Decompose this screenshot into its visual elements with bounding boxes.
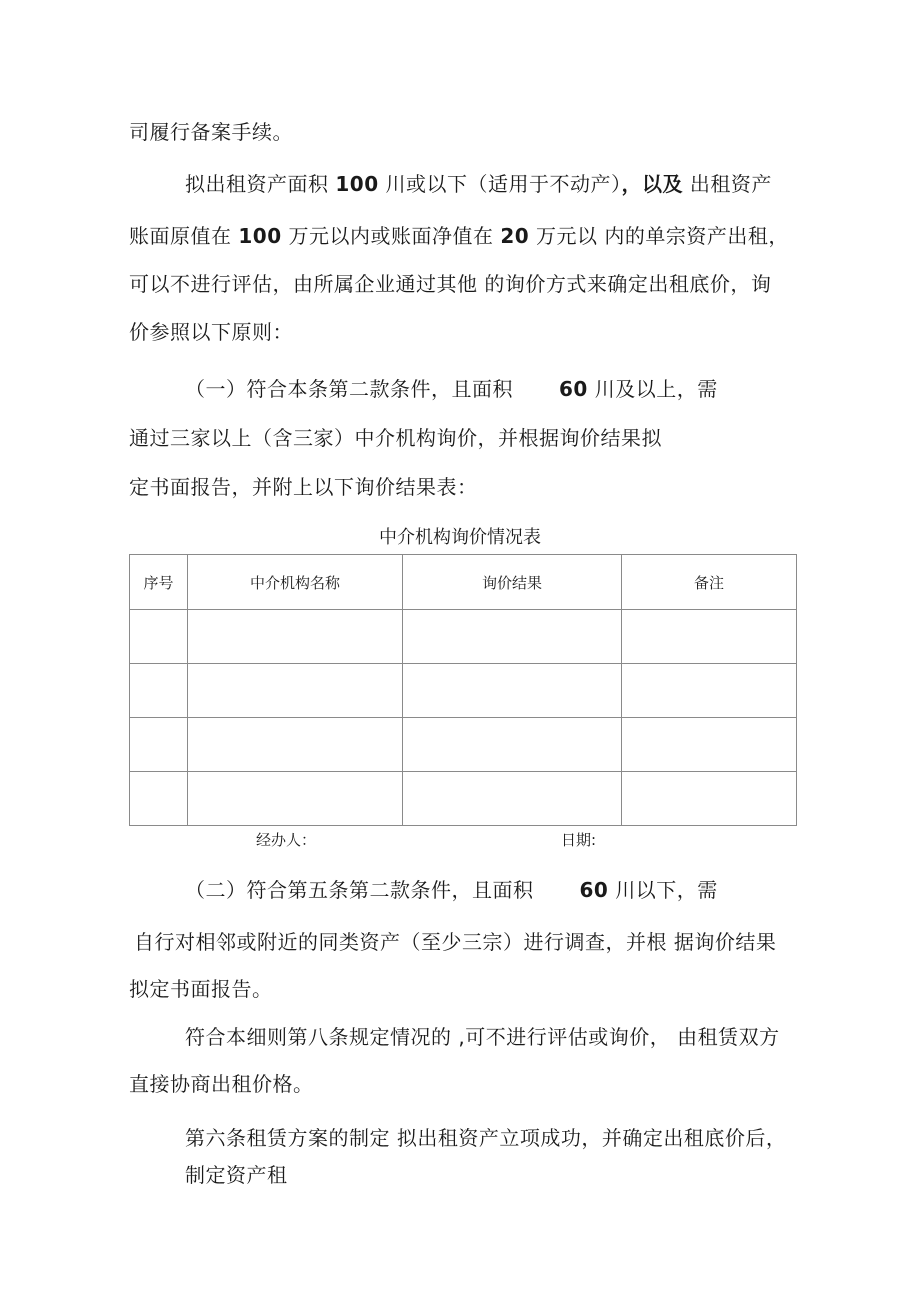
line-p2-3 [129,270,771,298]
header-agency-name: 中介机构名称 [188,555,403,610]
p5-l1: 符合本细则第八条规定情况的 ,可不进行评估或询价， 由租赁双方 [185,1025,780,1049]
line-p1 [129,118,293,146]
header-inquiry-result: 询价结果 [403,555,622,610]
table-cell [622,772,797,826]
p3-l3: 定书面报告，并附上以下询价结果表： [129,475,478,499]
table-cell [622,610,797,664]
p2-l3: 可以不进行评估，由所属企业通过其他 的询价方式来确定出租底价，询 [129,272,772,296]
line-p3-3 [129,473,478,501]
p3-l1-a: （一）符合本条第二款条件，且面积 [185,377,513,401]
p6-l1: 第六条租赁方案的制定 拟出租资产立项成功，并确定出租底价后， [185,1126,787,1150]
p3-l1-c: 川及以上，需 [587,377,718,401]
p4-area-value: 60 [579,878,609,902]
line-p4-2 [134,928,776,956]
table-cell [403,664,622,718]
table-cell [188,718,403,772]
line-p4-3 [129,975,273,1003]
p6-l2: 制定资产租 [185,1163,288,1187]
handler-label: 经办人： [256,831,317,849]
p2-l2-e: 万元以 内的单宗资产出租， [529,224,789,248]
p2-text-e: 出租资产 [682,172,772,196]
table-cell [130,718,188,772]
table-cell [188,772,403,826]
line-p2-2 [129,222,789,250]
table-cell [188,664,403,718]
p2-text-c: 川或以下（适用于不动产） [378,172,622,196]
line-p3-2 [129,424,662,452]
line-p2-1 [185,170,772,198]
p4-l1-a: （二）符合第五条第二款条件，且面积 [185,878,534,902]
p4-l2: 自行对相邻或附近的同类资产（至少三宗）进行调查，并根 据询价结果 [134,930,777,954]
table-cell [188,610,403,664]
line-p2-4 [129,318,293,346]
date-label: 日期: [561,831,597,849]
line-p4-1 [185,876,718,904]
p2-l4: 价参照以下原则： [129,320,293,344]
inquiry-table [129,554,797,826]
table-cell [130,664,188,718]
p2-net-value: 20 [500,224,530,248]
table-row [130,718,797,772]
line-p6-2 [185,1161,288,1189]
p5-l2: 直接协商出租价格。 [129,1072,314,1096]
p2-text-d: ，以及 [621,172,683,196]
p2-l2-c: 万元以内或账面净值在 [281,224,501,248]
line-p6-1 [185,1124,786,1152]
p2-l2-a: 账面原值在 [129,224,239,248]
header-remarks: 备注 [622,555,797,610]
table-caption: 中介机构询价情况表 [379,527,541,548]
table-cell [403,610,622,664]
table-cell [622,664,797,718]
p2-original-value: 100 [238,224,282,248]
table-cell [130,772,188,826]
p3-area-value: 60 [559,377,588,401]
table-row [130,772,797,826]
table-row [130,664,797,718]
table-header-row [130,555,797,610]
p3-l2: 通过三家以上（含三家）中介机构询价，并根据询价结果拟 [129,426,662,450]
header-seq: 序号 [130,555,188,610]
p1-text: 司履行备案手续。 [129,120,293,144]
p2-text-a: 拟出租资产面积 [185,172,336,196]
table-cell [130,610,188,664]
p4-l3: 拟定书面报告。 [129,977,273,1001]
table-cell [403,772,622,826]
table-cell [403,718,622,772]
line-p5-1 [185,1023,780,1051]
p2-area-value: 100 [335,172,379,196]
table-row [130,610,797,664]
table-cell [622,718,797,772]
p4-l1-c: 川以下，需 [608,878,718,902]
line-p5-2 [129,1070,314,1098]
line-p3-1 [185,375,718,403]
